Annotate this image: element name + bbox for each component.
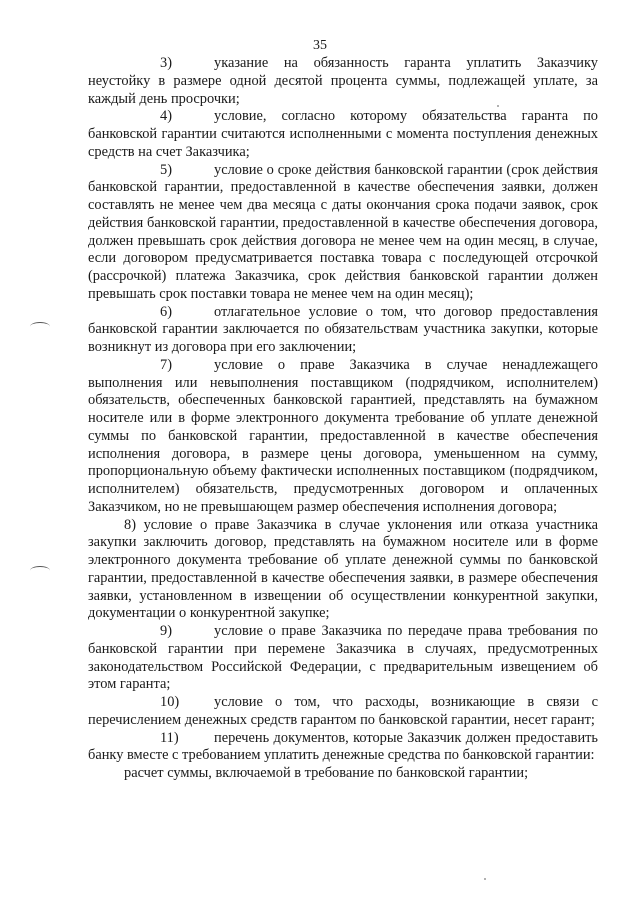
item-number: 9) (160, 623, 172, 639)
list-item (88, 108, 598, 161)
item-number: 3) (160, 55, 172, 71)
item-text: условие, согласно которому обязательства гаранта по банковской гарантии считаются исполненными с момента поступления денежных средств на счет Заказчика; (88, 108, 598, 160)
item-number: 7) (160, 356, 172, 373)
list-item (88, 162, 598, 304)
document-body (88, 55, 598, 783)
list-item (88, 623, 598, 694)
closing-line: расчет суммы, включаемой в требование по банковской гарантии; (124, 765, 529, 781)
list-item (88, 55, 598, 108)
item-number: 4) (160, 108, 172, 125)
scan-speck (484, 878, 486, 880)
item-text: отлагательное условие о том, что договор предоставления банковской гарантии заключается по обязательствам участника закупки, которые возникнут из договора при его заключении; (88, 303, 598, 355)
item-text: условие о праве Заказчика в случае ненадлежащего выполнения или невыполнения поставщиком (подрядчиком, исполнителем) обязательств, обеспеченных банковской гарантией, представлять на бумажном носителе или в форме электронного документа требование об уплате денежной суммы по банковской гарантии, предоставленной в качестве обеспечения исполнения договора, в размере цены договора, уменьшенном на сумму, пропорциональную объему фактически исполненных поставщиком (подрядчиком, исполнителем) обязательств, предусмотренных договором и оплаченных Заказчиком, но не превышающем размер обеспечения исполнения договора; (88, 356, 598, 515)
item-text: указание на обязанность гаранта уплатить Заказчику неустойку в размере одной десятой процента суммы, подлежащей уплате, за каждый день просрочки; (88, 55, 598, 107)
item-number: 5) (160, 161, 172, 178)
list-item (88, 304, 598, 357)
list-item (88, 694, 598, 730)
item-number: 6) (160, 303, 172, 320)
item-text: 8) условие о праве Заказчика в случае уклонения или отказа участника закупки заключить договор, представлять на бумажном носителе или в форме электронного документа требование об уплате денежной суммы по банковской гарантии, предоставленной в качестве обеспечения заявки, в размере обеспечения заявки, установленном в извещении об осуществлении конкурентной закупки, документации о конкурентной закупке; (88, 516, 598, 622)
list-item (88, 730, 598, 766)
list-item (88, 517, 598, 624)
page-number: 35 (313, 38, 327, 53)
margin-mark (30, 322, 50, 331)
item-number: 11) (160, 729, 179, 746)
list-item (88, 357, 598, 517)
item-text: условие о праве Заказчика по передаче права требования по банковской гарантии при перемене Заказчика в случаях, предусмотренных законодательством Российской Федерации, с предварительным извещением об этом гаранта; (88, 623, 598, 693)
item-text: перечень документов, которые Заказчик должен предоставить банку вместе с требованием уплатить денежные средства по банковской гарантии: (88, 729, 598, 764)
margin-mark (30, 566, 50, 575)
item-text: условие о том, что расходы, возникающие в связи с перечислением денежных средств гарантом по банковской гарантии, несет гарант; (88, 694, 598, 728)
item-text: условие о сроке действия банковской гарантии (срок действия банковской гарантии, предоставленной в качестве обеспечения заявки, должен составлять не менее чем два месяца с даты окончания срока подачи заявок, срок действия банковской гарантии, предоставленной в качестве обеспечения договора, должен превышать срок действия договора не менее чем на один месяц, в случае, если договором предусматривается поставка товара с последующей отсрочкой (рассрочкой) платежа Заказчика, срок действия банковской гарантии должен превышать срок поставки товара не менее чем на один месяц); (88, 161, 598, 302)
item-number: 10) (160, 694, 180, 710)
